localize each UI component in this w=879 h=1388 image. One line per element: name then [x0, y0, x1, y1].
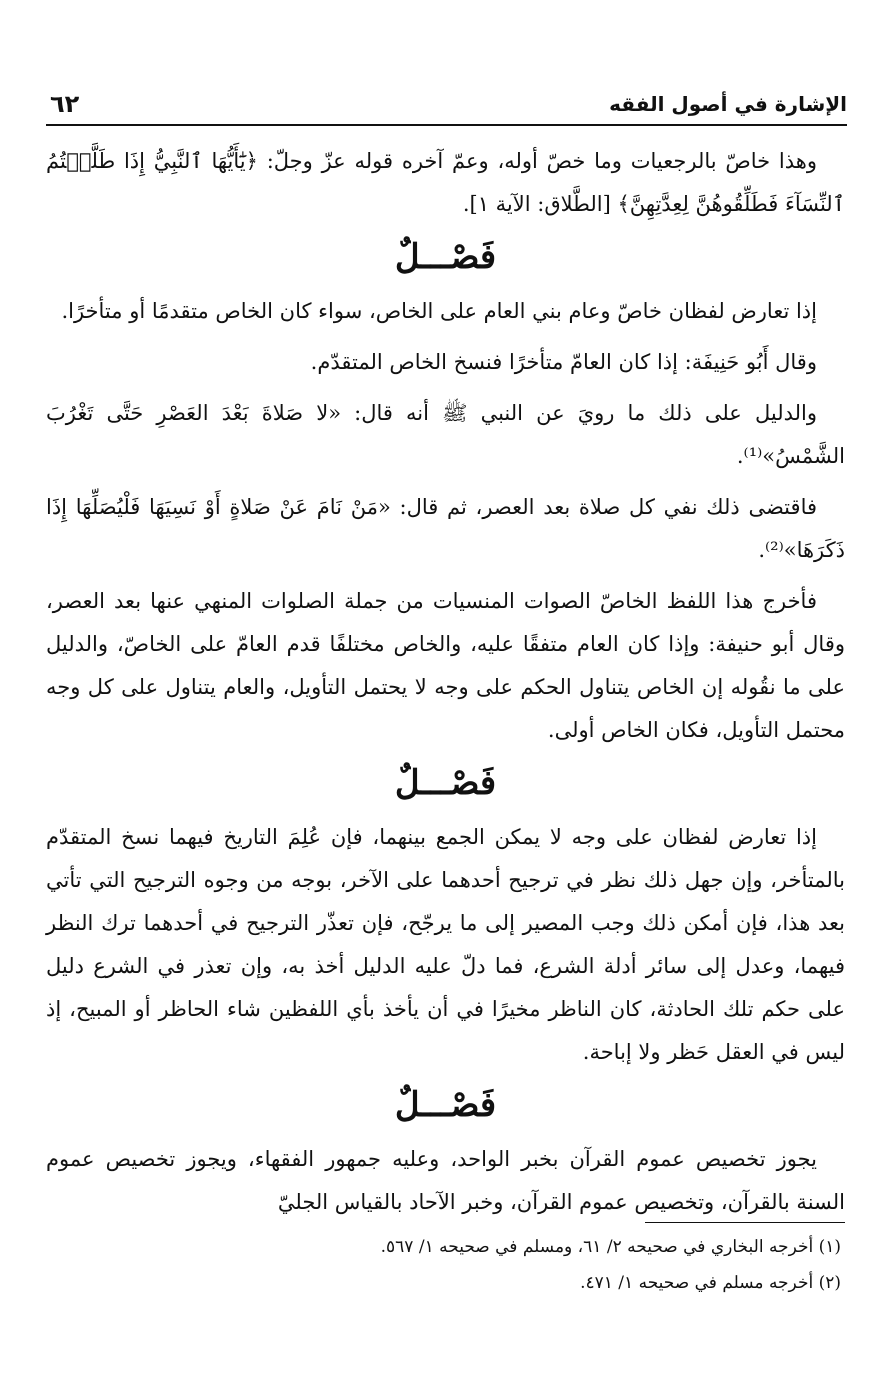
paragraph: إذا تعارض لفظان خاصّ وعام بني العام على الخاص، سواء كان الخاص متقدمًا أو متأخرًا. [61, 299, 817, 323]
main-text [46, 140, 845, 1232]
footnote-divider [645, 1222, 845, 1223]
page-number: ٦٢ [50, 90, 80, 118]
running-title: الإشارة في أصول الفقه [609, 92, 847, 116]
footnotes [46, 1222, 845, 1301]
running-header [46, 84, 847, 126]
paragraph: فأخرج هذا اللفظ الخاصّ الصوات المنسيات من جملة الصلوات المنهي عنها بعد العصر، وقال أبو حنيفة: وإذا كان العام متفقًا عليه، والخاص مختلفًا قدم العامّ على الخاصّ، والدليل على ما نقُوله إن الخاص يتناول الحكم على وجه لا يحتمل التأويل، والعام يتناول على كل وجه محتمل التأويل، فكان الخاص أولى. [46, 589, 845, 742]
paragraph-quran-verse: وهذا خاصّ بالرجعيات وما خصّ أوله، وعمّ آخره قوله عزّ وجلّ: ﴿يَٰٓأَيُّهَا ٱلنَّبِيُّ إِذَا طَلَّقۡتُمُ ٱلنِّسَآءَ فَطَلِّقُوهُنَّ لِعِدَّتِهِنَّ﴾ [الطَّلاق: الآية ١]. [46, 149, 845, 216]
section-heading: فَصْـــلٌ [394, 1085, 497, 1125]
section-heading: فَصْـــلٌ [394, 763, 497, 803]
footnote-2: (٢) أخرجه مسلم في صحيحه ١/ ٤٧١. [580, 1273, 841, 1293]
paragraph-hadith: والدليل على ذلك ما رويَ عن النبي ﷺ أنه قال: «لا صَلاةَ بَعْدَ العَصْرِ حَتَّى تَغْرُبَ الشَّمْسُ»⁽¹⁾. [46, 401, 845, 468]
paragraph: إذا تعارض لفظان على وجه لا يمكن الجمع بينهما، فإن عُلِمَ التاريخ فيهما نسخ المتقدّم بالمتأخر، وإن جهل ذلك نظر في ترجيح أحدهما على الآخر، بوجه من وجوه الترجيح التي تأتي بعد هذا، فإن أمكن ذلك وجب المصير إلى ما يرجّح، فإن تعذّر الترجيح في أحدهما ترك النظر فيهما، وعدل إلى سائر أدلة الشرع، فما دلّ عليه الدليل أخذ به، وإن تعذر في الشرع دليل على حكم تلك الحادثة، كان الناظر مخيرًا في أن يأخذ بأي اللفظين شاء الحاظر أو المبيح، إذ ليس في العقل حَظر ولا إباحة. [46, 825, 845, 1064]
paragraph: وقال أَبُو حَنِيفَة: إذا كان العامّ متأخرًا فنسخ الخاص المتقدّم. [310, 350, 817, 374]
paragraph-hadith: فاقتضى ذلك نفي كل صلاة بعد العصر، ثم قال: «مَنْ نَامَ عَنْ صَلاةٍ أَوْ نَسِيَهَا فَلْيُصَلِّهَا إِذَا ذَكَرَهَا»⁽²⁾. [46, 495, 845, 562]
section-heading: فَصْـــلٌ [394, 237, 497, 277]
footnote-1: (١) أخرجه البخاري في صحيحه ٢/ ٦١، ومسلم في صحيحه ١/ ٥٦٧. [380, 1237, 841, 1257]
paragraph: يجوز تخصيص عموم القرآن بخبر الواحد، وعليه جمهور الفقهاء، ويجوز تخصيص عموم السنة بالقرآن، وتخصيص عموم القرآن، وخبر الآحاد بالقياس الجليّ [46, 1147, 845, 1214]
